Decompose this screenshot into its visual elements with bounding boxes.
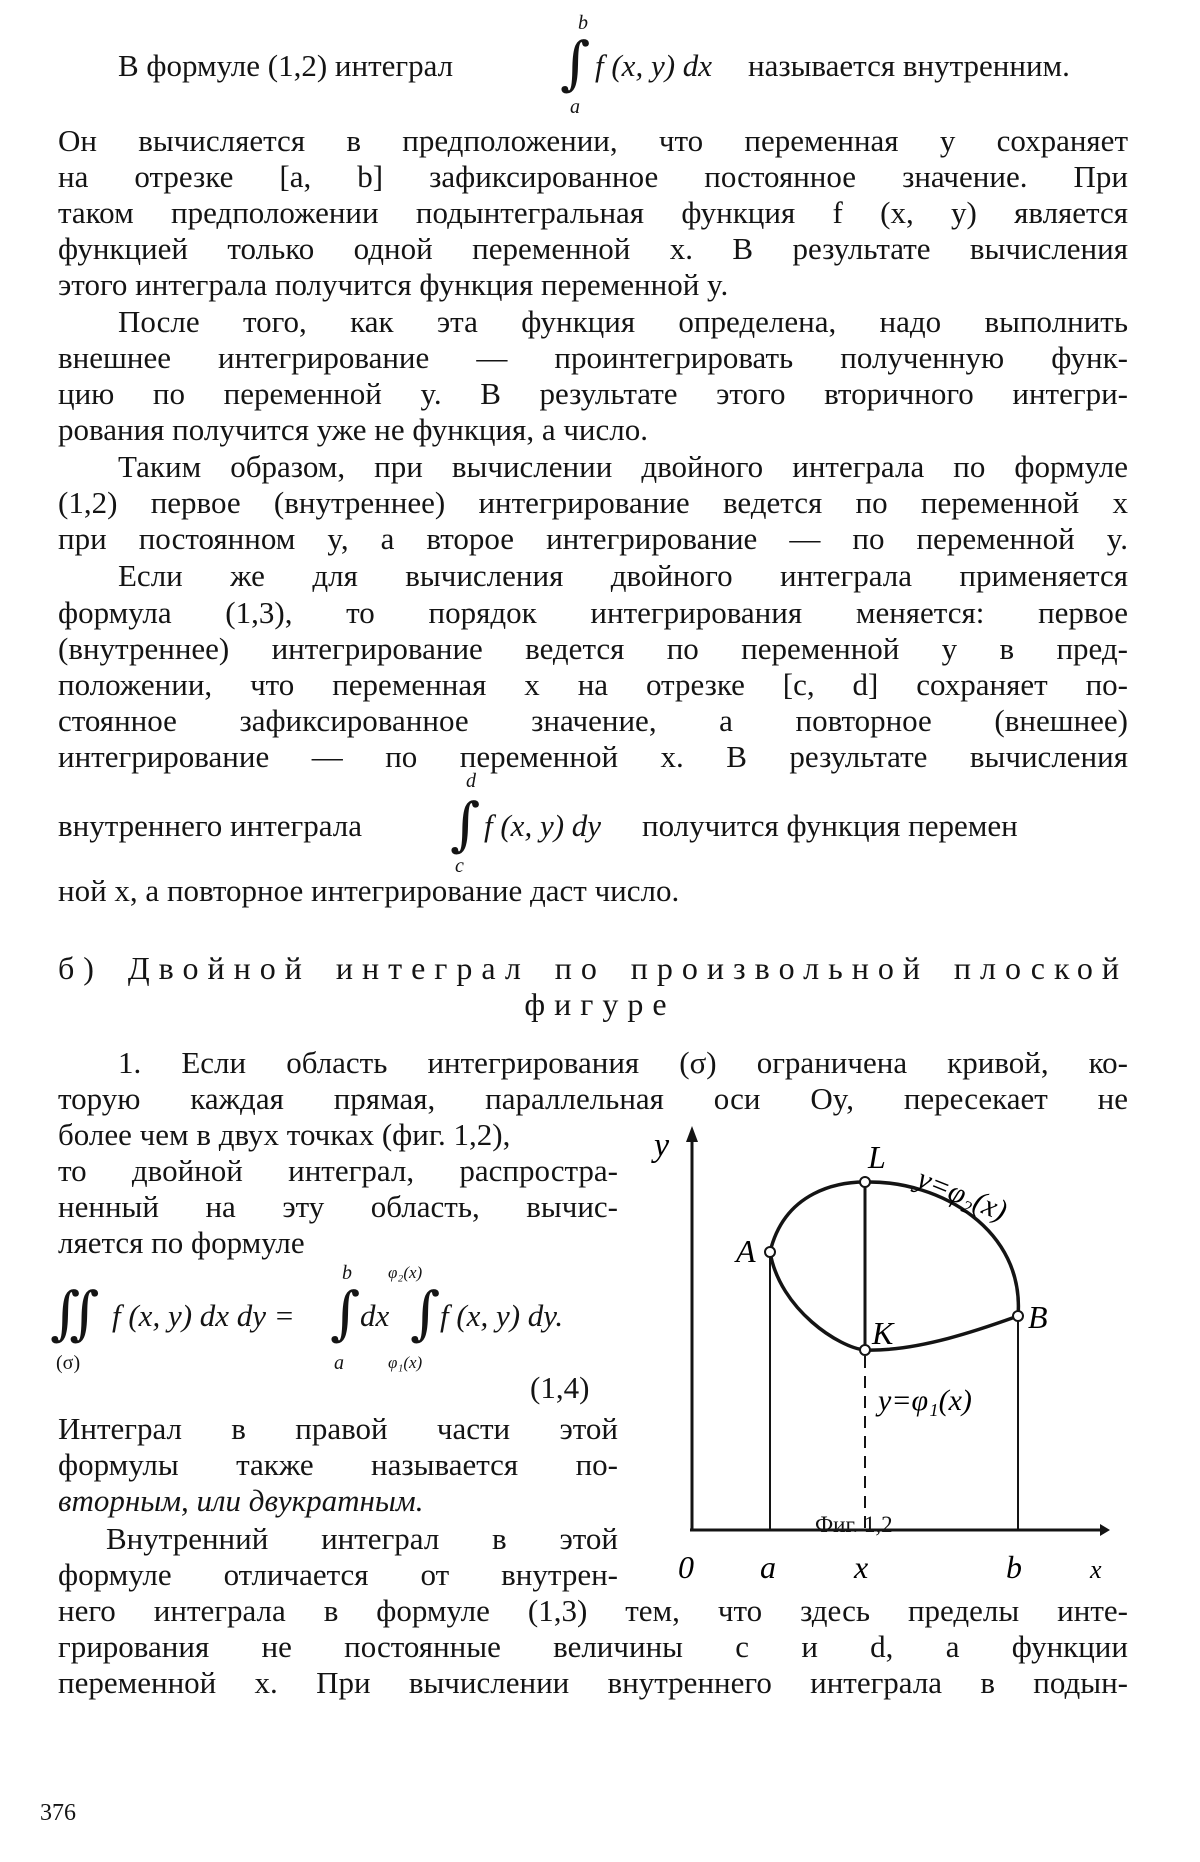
integral-upper-limit: b: [578, 12, 588, 34]
text-line: (1,2) первое (внутреннее) интегрирование ведется по переменной x: [58, 485, 1128, 520]
text-line: более чем в двух точках (фиг. 1,2),: [58, 1117, 511, 1152]
point-L-label: L: [868, 1139, 886, 1175]
integral-sign: ∫: [450, 790, 481, 858]
text-line: Если же для вычисления двойного интеграла применяется: [118, 558, 1128, 593]
text-line: (внутреннее) интегрирование ведется по переменной y в пред-: [58, 631, 1128, 666]
text-line: вторным, или двукратным.: [58, 1483, 424, 1518]
text-line: на отрезке [a, b] зафиксированное постоянное значение. При: [58, 159, 1128, 194]
inner-upper-limit: φ₂(x): [388, 1263, 423, 1282]
text-line: ной x, а повторное интегрирование даст число.: [58, 873, 680, 908]
text-line: формулы также называется по-: [58, 1447, 618, 1482]
integral-sign: ∫: [410, 1279, 441, 1347]
y-axis-arrow-icon: [686, 1126, 698, 1142]
formula-number: (1,4): [530, 1370, 590, 1405]
tick-b-label: b: [1006, 1549, 1022, 1585]
tick-x-label: x: [854, 1549, 869, 1585]
figure-caption: Фиг. 1,2: [815, 1512, 893, 1537]
tick-a-label: a: [760, 1549, 776, 1585]
inner-lower-limit: φ₁(x): [388, 1353, 423, 1372]
x-axis-arrow-icon: [1100, 1524, 1110, 1536]
x-axis-label: x: [1090, 1555, 1102, 1584]
section-heading: б) Двойной интеграл по произвольной плоской: [58, 950, 1128, 986]
inner-integrand: f (x, y) dy: [484, 808, 602, 843]
text-line: внешнее интегрирование — проинтегрировать полученную функ-: [58, 340, 1128, 375]
integral-sign: ∫: [560, 29, 591, 97]
integral-lower-limit: c: [455, 855, 464, 877]
inner-integral-text-after: получится функция перемен: [642, 808, 1018, 843]
text-line: грирования не постоянные величины c и d, а функции: [58, 1629, 1128, 1664]
y-axis-label: y: [654, 1127, 670, 1164]
text-line: ненный на эту область, вычис-: [58, 1189, 618, 1224]
text-line: формуле отличается от внутрен-: [58, 1557, 618, 1592]
double-integral-sign: ∬: [50, 1279, 100, 1347]
outer-upper-limit: b: [342, 1262, 352, 1284]
text-line: Он вычисляется в предположении, что переменная y сохраняет: [58, 123, 1128, 158]
text-line: Внутренний интеграл в этой: [106, 1521, 618, 1556]
inner-integral-text-before: внутреннего интеграла: [58, 808, 363, 843]
point-K-label: K: [872, 1315, 894, 1351]
point-B: [1013, 1311, 1023, 1321]
formula-rhs: f (x, y) dy.: [440, 1298, 564, 1333]
text-line: функцией только одной переменной x. В результате вычисления: [58, 231, 1128, 266]
point-A-label: A: [736, 1233, 756, 1269]
formula-lhs: f (x, y) dx dy =: [112, 1298, 295, 1333]
text-line: ляется по формуле: [58, 1225, 305, 1260]
text-line: После того, как эта функция определена, надо выполнить: [118, 304, 1128, 339]
text-line: торую каждая прямая, параллельная оси Oy, пересекает не: [58, 1081, 1128, 1116]
integral-upper-limit: d: [466, 770, 476, 792]
integral-sign: ∫: [330, 1279, 361, 1347]
text-line: 1. Если область интегрирования (σ) ограничена кривой, ко-: [118, 1045, 1128, 1080]
text-line: этого интеграла получится функция переменной y.: [58, 267, 729, 302]
text-line: него интеграла в формуле (1,3) тем, что здесь пределы инте-: [58, 1593, 1128, 1628]
text-line: рования получится уже не функция, а число.: [58, 412, 648, 447]
text-line: Интеграл в правой части этой: [58, 1411, 618, 1446]
text-line: стоянное зафиксированное значение, а повторное (внешнее): [58, 703, 1128, 738]
text-line: то двойной интеграл, распростра-: [58, 1153, 618, 1188]
point-L: [860, 1177, 870, 1187]
page-number: 376: [40, 1800, 76, 1826]
outer-lower-limit: a: [334, 1352, 344, 1374]
section-heading-continued: фигуре: [524, 986, 676, 1022]
text-line: цию по переменной y. В результате этого вторичного интегри-: [58, 376, 1128, 411]
text-line: Таким образом, при вычислении двойного интеграла по формуле: [118, 449, 1128, 484]
region-label: (σ): [56, 1352, 81, 1374]
point-K: [860, 1345, 870, 1355]
point-B-label: B: [1028, 1299, 1048, 1335]
lower-curve: [770, 1252, 1018, 1350]
point-A: [765, 1247, 775, 1257]
text-line: формула (1,3), то порядок интегрирования меняется: первое: [58, 595, 1128, 630]
intro-text-after: называется внутренним.: [748, 48, 1070, 83]
text-line: при постоянном y, а второе интегрирование — по переменной y.: [58, 521, 1128, 556]
lower-curve-label: y=φ₁(x): [878, 1384, 972, 1417]
text-line: таком предположении подынтегральная функция f (x, y) является: [58, 195, 1128, 230]
integral-lower-limit: a: [570, 96, 580, 118]
formula-dx: dx: [360, 1298, 390, 1333]
origin-label: 0: [678, 1549, 694, 1585]
upper-curve-label: y=φ₂(x): [912, 1161, 1012, 1228]
text-line: положении, что переменная x на отрезке [c, d] сохраняет по-: [58, 667, 1128, 702]
intro-integrand: f (x, y) dx: [595, 48, 713, 83]
text-line: переменной x. При вычислении внутреннего интеграла в подын-: [58, 1665, 1128, 1700]
text-line: интегрирование — по переменной x. В результате вычисления: [58, 739, 1128, 774]
intro-text-before: В формуле (1,2) интеграл: [118, 48, 454, 83]
